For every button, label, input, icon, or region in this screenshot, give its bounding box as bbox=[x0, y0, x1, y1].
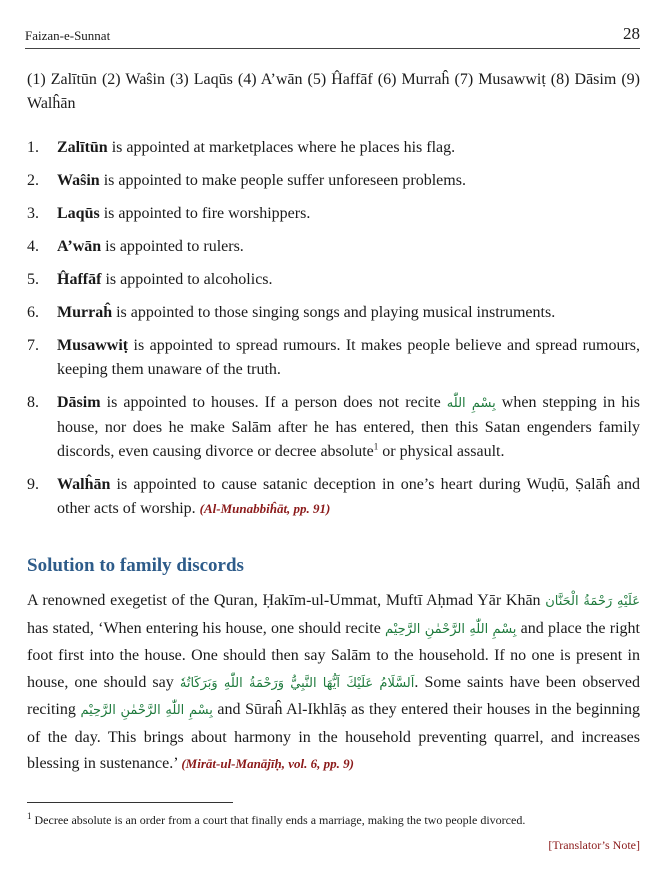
item-text: is appointed to those singing songs and playing musical instruments. bbox=[112, 304, 556, 321]
arabic-bismillah: بِسْمِ اللّٰه bbox=[446, 396, 496, 411]
translator-note: [Translator’s Note] bbox=[548, 838, 640, 852]
page-number: 28 bbox=[623, 24, 640, 43]
item-number: 4. bbox=[27, 238, 39, 255]
item-number: 1. bbox=[27, 139, 39, 156]
arabic-bismillah: بِسْمِ اللّٰهِ الرَّحْمٰنِ الرَّحِيْم bbox=[80, 703, 213, 718]
arabic-honorific: عَلَيْهِ رَحْمَةُ الْحَنَّان bbox=[545, 594, 640, 609]
item-number: 9. bbox=[27, 476, 39, 493]
list-item bbox=[27, 301, 640, 325]
page-header bbox=[25, 22, 640, 49]
item-number: 5. bbox=[27, 271, 39, 288]
arabic-bismillah: بِسْمِ اللّٰهِ الرَّحْمٰنِ الرَّحِيْم bbox=[385, 621, 517, 637]
paragraph-text: and Sūraĥ Al-Ikhlāṣ as they entered their houses in the beginning of the day. This brings about harmony in the household preventing quarrel, and increases blessing in sustenance.’ bbox=[27, 701, 640, 772]
footnote-number: 1 bbox=[27, 811, 32, 821]
list-item bbox=[27, 235, 640, 259]
item-name: Laqūs bbox=[57, 205, 100, 222]
list-item bbox=[27, 391, 640, 464]
item-text: is appointed to alcoholics. bbox=[101, 271, 273, 288]
item-number: 8. bbox=[27, 394, 39, 411]
item-name: Walĥān bbox=[57, 476, 111, 493]
list-item bbox=[27, 268, 640, 292]
item-text: is appointed at marketplaces where he places his flag. bbox=[107, 139, 456, 156]
item-text: or physical assault. bbox=[378, 443, 505, 460]
names-intro: (1) Zalītūn (2) Waŝin (3) Laqūs (4) A’wān (5) Ĥaffāf (6) Murraĥ (7) Musawwiṭ (8) Dāsim (9) Walĥān bbox=[27, 71, 640, 112]
citation: (Al-Munabbiĥāt, pp. 91) bbox=[199, 501, 331, 516]
item-name: Zalītūn bbox=[57, 139, 108, 156]
item-name: Murraĥ bbox=[57, 304, 113, 321]
list-item bbox=[27, 202, 640, 226]
item-name: A’wān bbox=[57, 238, 102, 255]
list-item bbox=[27, 169, 640, 193]
running-title: Faizan-e-Sunnat bbox=[25, 28, 111, 43]
section-heading: Solution to family discords bbox=[27, 555, 244, 576]
arabic-salam: اَلسَّلَامُ عَلَيْكَ اَيُّهَا النَّبِيُّ وَرَحْمَةُ اللّٰهِ وَبَرَكَاتُهٗ bbox=[179, 675, 415, 691]
paragraph-text: has stated, ‘When entering his house, one should recite bbox=[27, 619, 386, 637]
list-item bbox=[27, 136, 640, 160]
paragraph-text: . Some saints have been observed reciting bbox=[27, 673, 640, 718]
citation: (Mirāt-ul-Manājīḥ, vol. 6, pp. 9) bbox=[181, 756, 354, 771]
paragraph-text: and place the right foot first into the house. One should then say Salām to the household. If no one is present in house, one should say bbox=[27, 619, 640, 691]
item-number: 2. bbox=[27, 172, 39, 189]
item-number: 7. bbox=[27, 337, 39, 354]
footnote-text: Decree absolute is an order from a court that finally ends a marriage, making the two people divorced. bbox=[31, 813, 526, 827]
paragraph-text: A renowned exegetist of the Quran, Ḥakīm-ul-Ummat, Muftī Aḥmad Yār Khān bbox=[27, 592, 546, 609]
footnote-divider bbox=[27, 802, 233, 803]
section-paragraph bbox=[27, 588, 640, 778]
footnote-marker: 1 bbox=[373, 441, 379, 452]
item-text: is appointed to fire worshippers. bbox=[99, 205, 311, 222]
item-text: when stepping in his house, nor does he make Salām after he has entered, then this Satan engenders family discords, even causing divorce or decree absolute bbox=[57, 394, 640, 460]
list-item bbox=[27, 334, 640, 382]
item-name: Ĥaffāf bbox=[57, 271, 102, 288]
item-name: Waŝin bbox=[57, 172, 100, 189]
item-name: Musawwiṭ bbox=[57, 337, 129, 354]
list-item bbox=[27, 473, 640, 521]
item-text: is appointed to spread rumours. It makes people believe and spread rumours, keeping them unaware of the truth. bbox=[57, 337, 640, 378]
item-name: Dāsim bbox=[57, 394, 101, 411]
item-number: 6. bbox=[27, 304, 39, 321]
item-text: is appointed to houses. If a person does not recite bbox=[100, 394, 447, 411]
item-text: is appointed to rulers. bbox=[101, 238, 244, 255]
item-text: is appointed to make people suffer unforeseen problems. bbox=[99, 172, 466, 189]
item-text: is appointed to cause satanic deception in one’s heart during Wuḍū, Ṣalāĥ and other acts of worship. bbox=[57, 476, 640, 517]
item-number: 3. bbox=[27, 205, 39, 222]
satan-list bbox=[27, 136, 640, 530]
footnote bbox=[27, 812, 640, 828]
